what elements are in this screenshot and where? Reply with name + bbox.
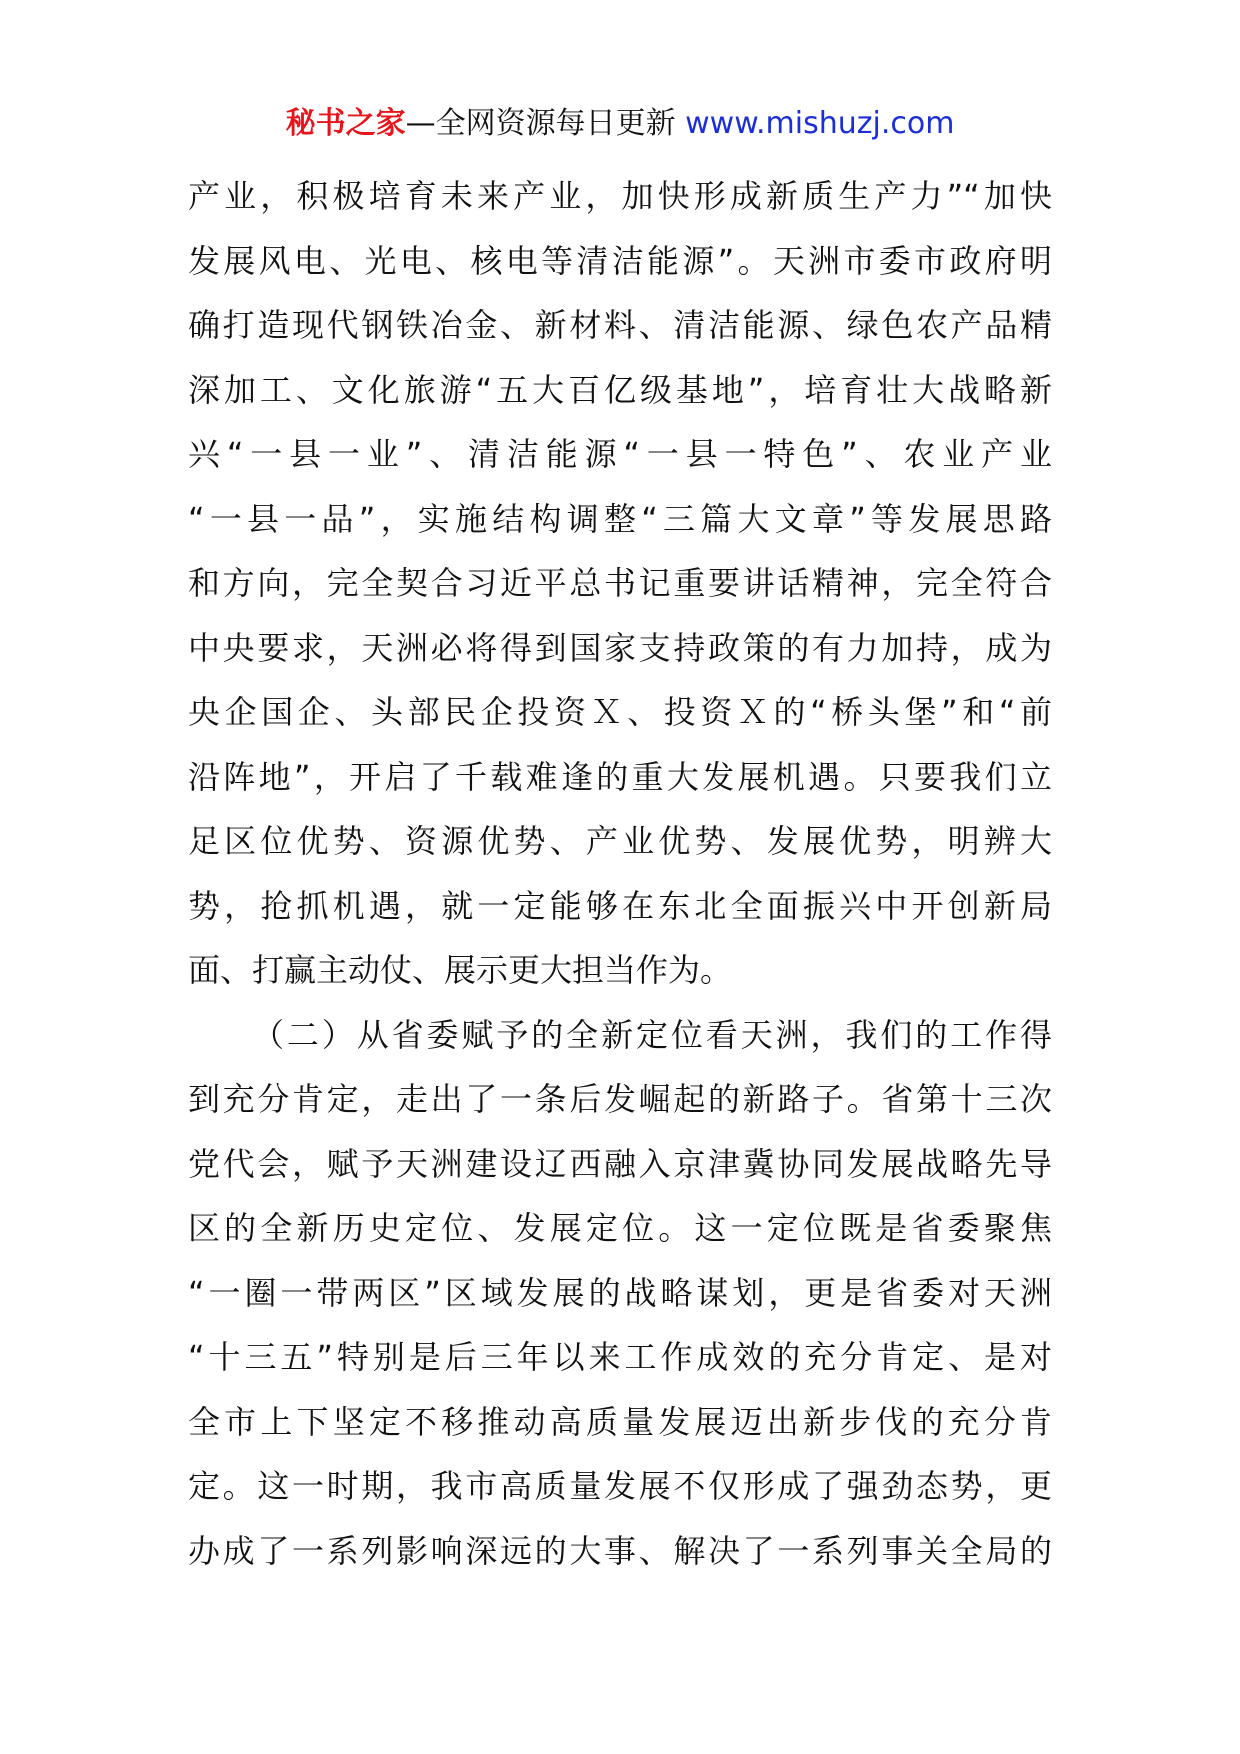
- text-line: 深加工、文化旅游“五大百亿级基地”，培育壮大战略新: [188, 370, 1052, 409]
- text-line: 势，抢抓机遇，就一定能够在东北全面振兴中开创新局: [188, 886, 1052, 925]
- document-body: [188, 164, 1052, 1583]
- text-line: 办成了一系列影响深远的大事、解决了一系列事关全局的: [188, 1531, 1052, 1570]
- page-header: [0, 100, 1240, 148]
- text-line: “一县一品”，实施结构调整“三篇大文章”等发展思路: [188, 499, 1052, 538]
- section-heading-line: （二）从省委赋予的全新定位看天洲，我们的工作得: [252, 1015, 1052, 1054]
- text-line: 中央要求，天洲必将得到国家支持政策的有力加持，成为: [188, 628, 1052, 667]
- text-line: 定。这一时期，我市高质量发展不仅形成了强劲态势，更: [188, 1467, 1052, 1505]
- text-line: 沿阵地”，开启了千载难逢的重大发展机遇。只要我们立: [188, 757, 1052, 796]
- text-line: 确打造现代钢铁冶金、新材料、清洁能源、绿色农产品精: [188, 306, 1052, 344]
- text-line: 全市上下坚定不移推动高质量发展迈出新步伐的充分肯: [188, 1402, 1052, 1441]
- paragraph-end-line: 面、打赢主动仗、展示更大担当作为。: [188, 951, 733, 989]
- header-brand: 秘书之家: [285, 106, 406, 141]
- text-line: 央企国企、头部民企投资Ｘ、投资Ｘ的“桥头堡”和“前: [188, 693, 1052, 731]
- text-line: “一圈一带两区”区域发展的战略谋划，更是省委对天洲: [188, 1273, 1052, 1312]
- text-line: “十三五”特别是后三年以来工作成效的充分肯定、是对: [188, 1338, 1052, 1376]
- text-line: 兴“一县一业”、清洁能源“一县一特色”、农业产业: [188, 435, 1052, 473]
- text-line: 和方向，完全契合习近平总书记重要讲话精神，完全符合: [188, 564, 1052, 602]
- text-line: 产业，积极培育未来产业，加快形成新质生产力”“加快: [188, 177, 1052, 215]
- text-line: 党代会，赋予天洲建设辽西融入京津冀协同发展战略先导: [188, 1144, 1052, 1183]
- text-line: 发展风电、光电、核电等清洁能源”。天洲市委市政府明: [188, 241, 1052, 280]
- text-line: 到充分肯定，走出了一条后发崛起的新路子。省第十三次: [188, 1080, 1052, 1118]
- text-line: 区的全新历史定位、发展定位。这一定位既是省委聚焦: [188, 1209, 1052, 1247]
- text-line: 足区位优势、资源优势、产业优势、发展优势，明辨大: [188, 822, 1052, 860]
- header-url-link[interactable]: www.mishuzj.com: [685, 106, 955, 141]
- header-tagline: —全网资源每日更新: [405, 106, 676, 141]
